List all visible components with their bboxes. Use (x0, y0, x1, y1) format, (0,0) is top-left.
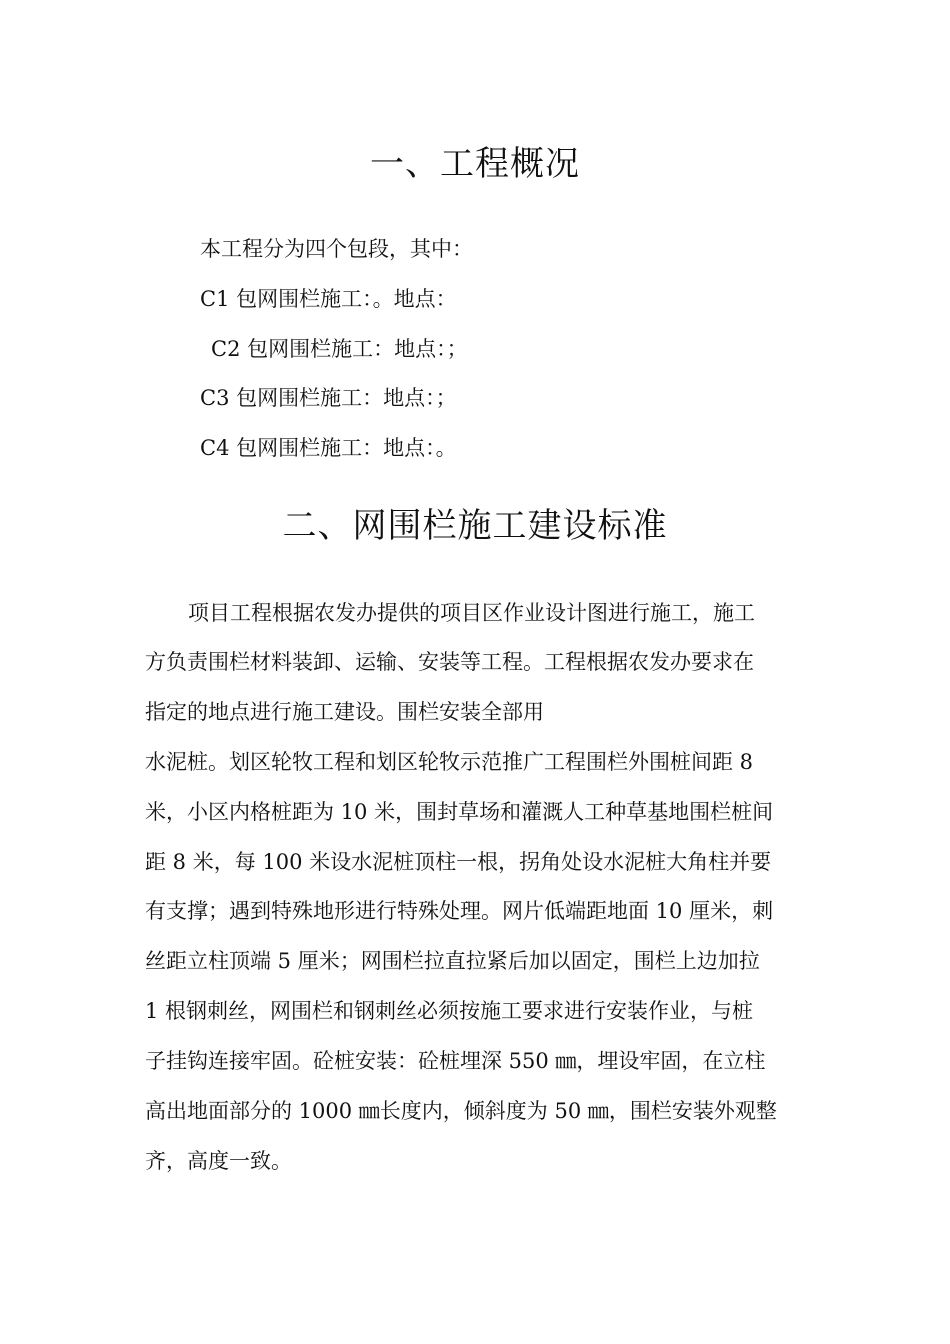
body-line: 项目工程根据农发办提供的项目区作业设计图进行施工，施工 (188, 601, 755, 625)
package-item-c2: C2 包网围栏施工：地点：； (211, 337, 468, 361)
section1-title: 一、工程概况 (370, 144, 580, 184)
body-line: 距 8 米，每 100 米设水泥桩顶柱一根，拐角处设水泥桩大角柱并要 (145, 850, 772, 874)
body-line: 米，小区内格桩距为 10 米，围封草场和灌溉人工种草基地围栏桩间 (145, 800, 774, 824)
package-item-c4: C4 包网围栏施工：地点：。 (200, 436, 457, 460)
package-item-c1: C1 包网围栏施工：。地点： (200, 287, 457, 311)
body-line: 齐，高度一致。 (145, 1149, 292, 1173)
body-line: 指定的地点进行施工建设。围栏安装全部用 (145, 700, 544, 724)
body-line: 方负责围栏材料装卸、运输、安装等工程。工程根据农发办要求在 (145, 650, 754, 674)
body-line: 丝距立柱顶端 5 厘米；网围栏拉直拉紧后加以固定，围栏上边加拉 (145, 949, 760, 973)
body-line: 1 根钢刺丝，网围栏和钢刺丝必须按施工要求进行安装作业，与桩 (145, 999, 754, 1023)
section2-title: 二、网围栏施工建设标准 (282, 506, 668, 546)
body-line: 子挂钩连接牢固。砼桩安装：砼桩埋深 550 ㎜，埋设牢固，在立柱 (145, 1049, 766, 1073)
package-item-c3: C3 包网围栏施工：地点：； (200, 386, 457, 410)
body-line: 水泥桩。划区轮牧工程和划区轮牧示范推广工程围栏外围桩间距 8 (145, 750, 754, 774)
body-line: 有支撑；遇到特殊地形进行特殊处理。网片低端距地面 10 厘米，刺 (145, 899, 774, 923)
section1-intro: 本工程分为四个包段，其中： (200, 237, 473, 261)
body-line: 高出地面部分的 1000 ㎜长度内，倾斜度为 50 ㎜，围栏安装外观整 (145, 1099, 777, 1123)
